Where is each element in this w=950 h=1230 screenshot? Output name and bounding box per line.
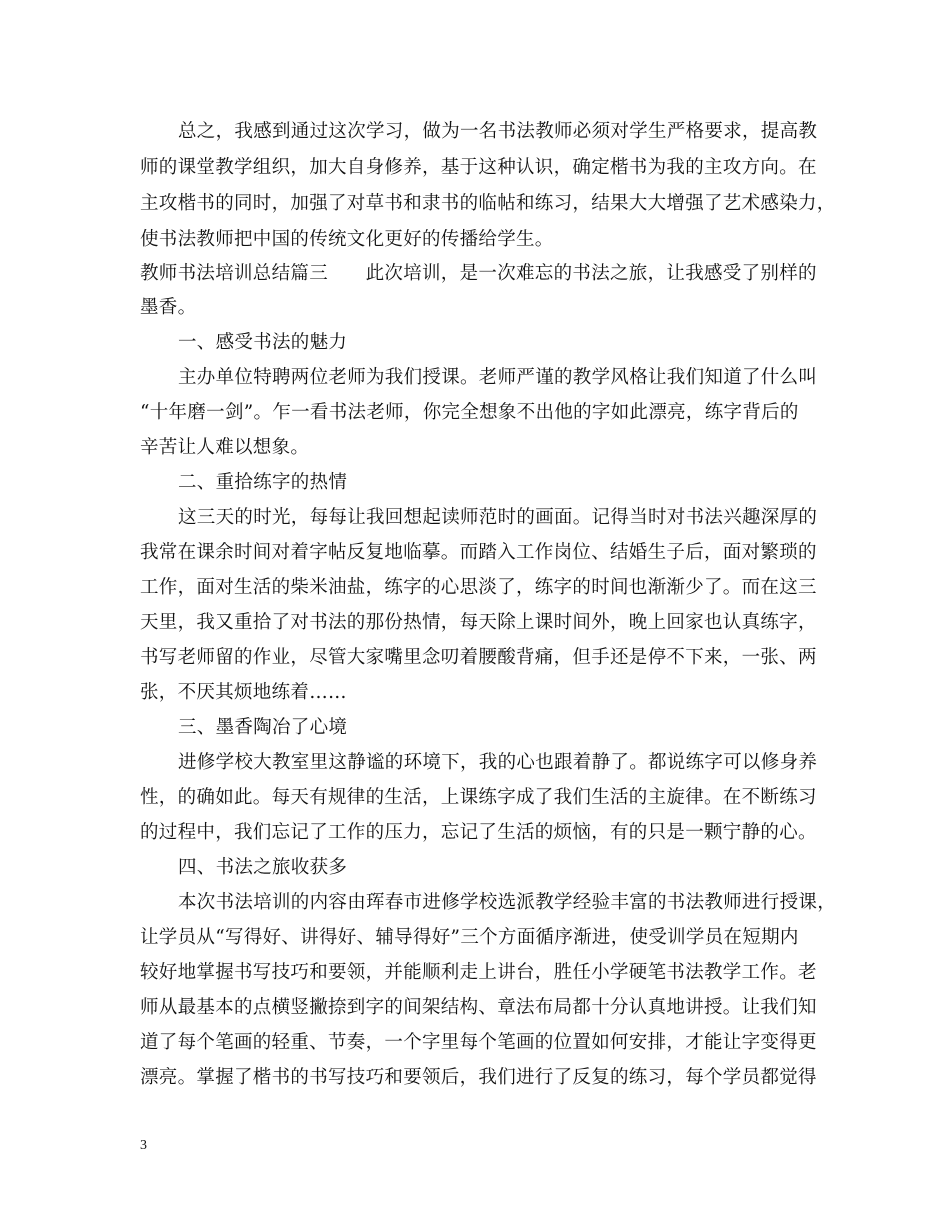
section-heading: 三、墨香陶冶了心境	[178, 717, 348, 738]
text-line: 师的课堂教学组织，加大自身修养，基于这种认识，确定楷书为我的主攻方向。在	[140, 157, 817, 178]
text-line: 师从最基本的点横竖撇捺到字的间架结构、章法布局都十分认真地讲授。让我们知	[140, 997, 817, 1018]
page-number: 3	[140, 1138, 147, 1153]
section-heading: 二、重拾练字的热情	[178, 472, 348, 493]
section-heading: 四、书法之旅收获多	[178, 857, 348, 878]
text-line: 性，的确如此。每天有规律的生活，上课练字成了我们生活的主旋律。在不断练习	[140, 787, 817, 808]
text-line: 墨香。	[140, 297, 197, 318]
text-line: 进修学校大教室里这静谧的环境下，我的心也跟着静了。都说练字可以修身养	[178, 752, 818, 773]
text-line: 漂亮。掌握了楷书的书写技巧和要领后，我们进行了反复的练习，每个学员都觉得	[140, 1067, 817, 1088]
text-line: 这三天的时光，每每让我回想起读师范时的画面。记得当时对书法兴趣深厚的	[178, 507, 818, 528]
text-line: 本次书法培训的内容由珲春市进修学校选派教学经验丰富的书法教师进行授课，	[178, 892, 837, 913]
text-line: “十年磨一剑”。乍一看书法老师，你完全想象不出他的字如此漂亮，练字背后的	[140, 402, 799, 423]
text-line: 我常在课余时间对着字帖反复地临摹。而踏入工作岗位、结婚生子后，面对繁琐的	[140, 542, 817, 563]
text-line: 道了每个笔画的轻重、节奏，一个字里每个笔画的位置如何安排，才能让字变得更	[140, 1032, 817, 1053]
text-line: 使书法教师把中国的传统文化更好的传播给学生。	[140, 229, 554, 250]
text-line: 总之，我感到通过这次学习，做为一名书法教师必须对学生严格要求，提高教	[178, 121, 818, 142]
text-line: 让学员从“写得好、讲得好、辅导得好”三个方面循序渐进，使受训学员在短期内	[140, 927, 799, 948]
text-line: 较好地掌握书写技巧和要领，并能顺利走上讲台，胜任小学硬笔书法教学工作。老	[140, 962, 817, 983]
section-heading: 一、感受书法的魅力	[178, 332, 348, 353]
section-title-line: 教师书法培训总结篇三 此次培训，是一次难忘的书法之旅，让我感受了别样的	[140, 263, 817, 284]
text-line: 的过程中，我们忘记了工作的压力，忘记了生活的烦恼，有的只是一颗宁静的心。	[140, 822, 817, 843]
text-line: 主攻楷书的同时，加强了对草书和隶书的临帖和练习，结果大大增强了艺术感染力，	[140, 193, 836, 214]
text-line: 天里，我又重拾了对书法的那份热情，每天除上课时间外，晚上回家也认真练字，	[140, 612, 817, 633]
text-line: 工作，面对生活的柴米油盐，练字的心思淡了，练字的时间也渐渐少了。而在这三	[140, 577, 817, 598]
text-line: 辛苦让人难以想象。	[140, 437, 310, 458]
text-line: 主办单位特聘两位老师为我们授课。老师严谨的教学风格让我们知道了什么叫	[178, 367, 818, 388]
text-line: 书写老师留的作业，尽管大家嘴里念叨着腰酸背痛，但手还是停不下来，一张、两	[140, 647, 817, 668]
text-line: 张，不厌其烦地练着……	[140, 682, 347, 703]
